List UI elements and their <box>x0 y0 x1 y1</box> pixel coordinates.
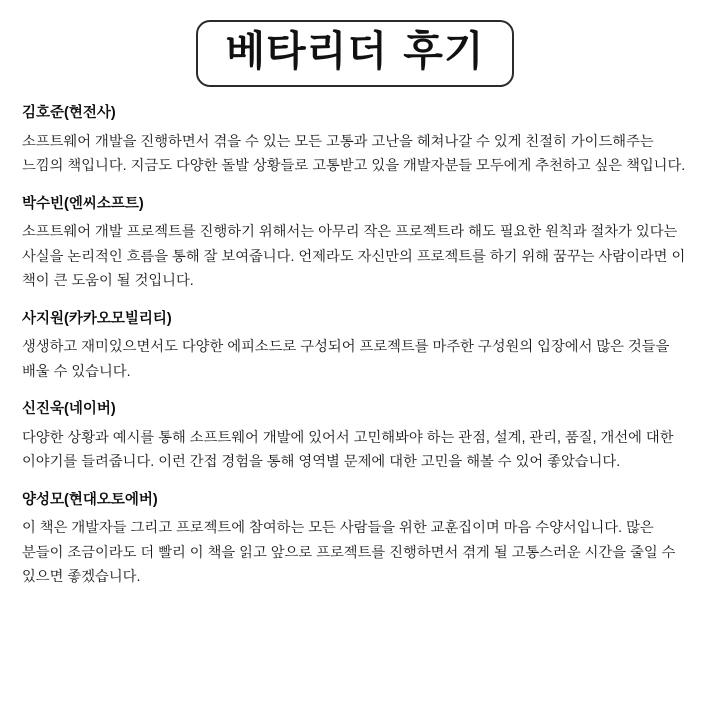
reviewer-comment: 다양한 상황과 예시를 통해 소프트웨어 개발에 있어서 고민해봐야 하는 관점, 설계, 관리, 품질, 개선에 대한 이야기를 들려줍니다. 이런 간접 경험을 통해 영역별 문제에 대한 고민을 해볼 수 있어 좋았습니다. <box>22 429 674 471</box>
reviewer-comment: 소프트웨어 개발을 진행하면서 겪을 수 있는 모든 고통과 고난을 헤쳐나갈 수 있게 친절히 가이드해주는 느낌의 책입니다. 지금도 다양한 돌발 상황들로 고통받고 있을 개발자분들 모두에게 추천하고 싶은 책입니다. <box>22 133 686 175</box>
review-list <box>22 105 688 590</box>
title-box <box>196 20 515 87</box>
title-banner <box>22 20 688 87</box>
review-item <box>22 105 688 179</box>
review-item <box>22 492 688 590</box>
reviewer-name: 신진욱(네이버) <box>22 401 116 418</box>
reviewer-name: 사지원(카카오모빌리티) <box>22 310 172 327</box>
reviewer-name: 양성모(현대오토에버) <box>22 491 158 508</box>
reviewer-comment: 생생하고 재미있으면서도 다양한 에피소드로 구성되어 프로젝트를 마주한 구성원의 입장에서 많은 것들을 배울 수 있습니다. <box>22 339 670 380</box>
reviewer-name: 김호준(현전사) <box>22 105 116 122</box>
page-title: 베타리더 후기 <box>225 27 485 75</box>
reviewer-comment: 이 책은 개발자들 그리고 프로젝트에 참여하는 모든 사람들을 위한 교훈집이며 마음 수양서입니다. 많은 분들이 조금이라도 더 빨리 이 책을 읽고 앞으로 프로젝트를 진행하면서 겪게 될 고통스러운 시간을 줄일 수 있으면 좋겠습니다. <box>22 520 676 586</box>
review-item <box>22 311 688 385</box>
review-item <box>22 196 688 294</box>
reviewer-comment: 소프트웨어 개발 프로젝트를 진행하기 위해서는 아무리 작은 프로젝트라 해도 필요한 원칙과 절차가 있다는 사실을 논리적인 흐름을 통해 잘 보여줍니다. 언제라도 자신만의 프로젝트를 하기 위해 꿈꾸는 사람이라면 이 책이 큰 도움이 될 것입니다. <box>22 224 686 290</box>
reviewer-name: 박수빈(엔씨소프트) <box>22 195 144 212</box>
review-item <box>22 401 688 475</box>
